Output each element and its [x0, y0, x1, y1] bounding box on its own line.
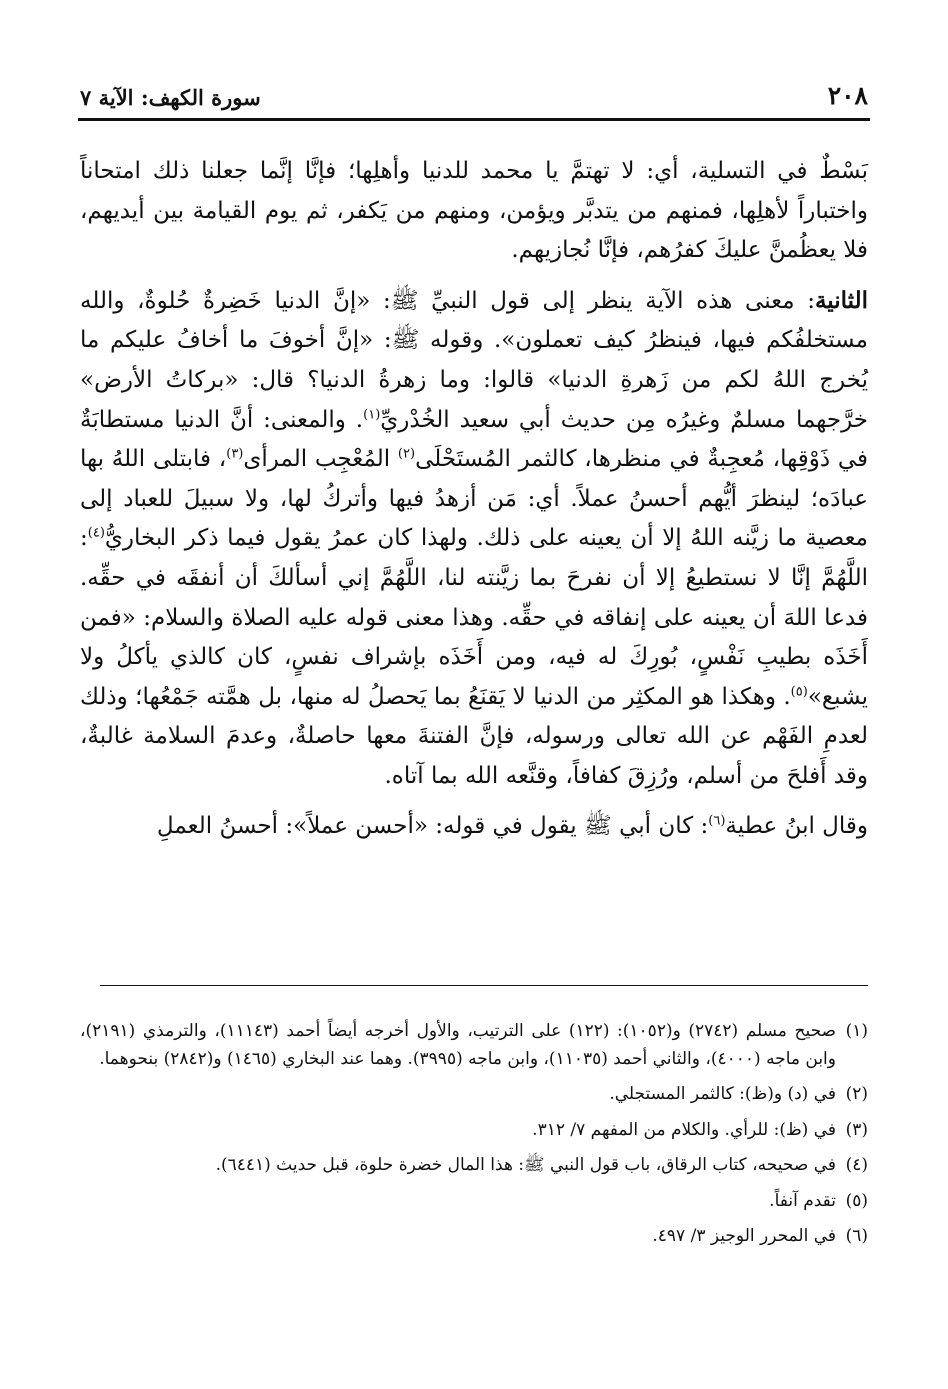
page-number: ٢٠٨: [827, 81, 868, 110]
footnote-number: (٤): [845, 1155, 868, 1175]
footnote-text: في صحيحه، كتاب الرقاق، باب قول النبي ﷺ: هذا المال خضرة حلوة، قبل حديث (٦٤٤١).: [215, 1155, 836, 1175]
footnote-item: [80, 1223, 868, 1251]
paragraph-2: [80, 281, 868, 797]
footnote-ref-3: (٣): [226, 446, 244, 462]
footnote-item: [80, 1188, 868, 1216]
footnote-number: (٣): [845, 1119, 868, 1140]
page-header: [80, 70, 868, 110]
paragraph-2-text-e: : اللَّهُمَّ إنَّا لا نستطيعُ إلا أن نفرحَ بما زيَّنته لنا، اللَّهُمَّ إني أسألكَ أن أنفقَه في حقِّه. فدعا اللهَ أن يعينه على إنفاقه في حقِّه. وهذا معنى قوله عليه الصلاة والسلام: «فمن أَخَذَه بطيبِ نَفْسٍ، بُورِكَ له فيه، ومن أَخَذَه بإشراف نفسٍ، كان كالذي يأكلُ ولا يشبع»: [80, 525, 868, 710]
paragraph-3-text-b: : كان أبي ﷺ يقول في قوله: «أحسن عملاً»: أحسنُ العملِ: [156, 812, 709, 839]
footnote-item: [80, 1152, 868, 1180]
footnote-item: [80, 1117, 868, 1145]
footnote-ref-4: (٤): [87, 525, 105, 541]
paragraph-2-text-d: ، فابتلى اللهُ بها عبادَه؛ لينظرَ أيُّهم أحسنُ عملاً. أي: مَن أزهدُ فيها وأتركُ لها، ولا سبيلَ للعباد إلى معصية ما زيَّنه اللهُ إلا أن يعينه على ذلك. ولهذا كان عمرُ يقول فيما ذكر البخاريُّ: [80, 446, 868, 552]
paragraph-2-text-b: . والمعنى: أنَّ الدنيا مستطابَةٌ في ذَوْقِها، مُعجِبةٌ في منظرها، كالثمر المُستَحْلَى: [80, 406, 868, 473]
footnote-ref-6: (٦): [708, 812, 726, 828]
paragraph-2-text-c: المُعْجِب المرأى: [243, 446, 398, 473]
header-divider: [78, 118, 870, 121]
paragraph-2-text-a: : معنى هذه الآية ينظر إلى قول النبيِّ ﷺ: «إنَّ الدنيا خَضِرةٌ حُلوةٌ، والله مستخلفُكم فيها، فينظرُ كيف تعملون». وقوله ﷺ: «إنَّ أخوفَ ما أخافُ عليكم ما يُخرج اللهُ لكم من زَهرةِ الدنيا» قالوا: وما زهرةُ الدنيا؟ قال: «بركاتُ الأرض» خرَّجهما مسلمٌ وغيرُه مِن حديث أبي سعيد الخُدْريِّ: [80, 287, 868, 433]
footnote-number: (٦): [845, 1226, 868, 1246]
footnote-number: (١): [845, 1021, 868, 1041]
footnote-item: [80, 1081, 868, 1109]
footnote-divider: [100, 985, 868, 986]
footnote-item: [80, 1018, 868, 1073]
footnote-ref-1: (١): [363, 406, 381, 422]
footnote-text: في (د) و(ظ): كالثمر المستجلي.: [609, 1084, 836, 1104]
main-text: [80, 152, 868, 846]
footnote-text: تقدم آنفاً.: [769, 1190, 836, 1211]
paragraph-3: [80, 807, 868, 847]
footnote-text: صحيح مسلم (٢٧٤٢) و(١٠٥٢): (١٢٢) على الترتيب، والأول أخرجه أيضاً أحمد (١١١٤٣)، والترمذي (٢١٩١)، وابن ماجه (٤٠٠٠)، والثاني أحمد (١١٠٣٥)، وابن ماجه (٣٩٩٥). وهما عند البخاري (١٤٦٥) و(٢٨٤٢) بنحوهما.: [80, 1021, 836, 1069]
footnote-number: (٥): [845, 1190, 868, 1211]
paragraph-3-text-a: وقال ابنُ عطية: [725, 812, 868, 839]
footnote-text: في المحرر الوجيز ٣/ ٤٩٧.: [652, 1226, 836, 1246]
footnotes: [80, 1018, 868, 1259]
footnote-number: (٢): [845, 1084, 868, 1104]
footnote-text: في (ظ): للرأي. والكلام من المفهم ٧/ ٣١٢.: [532, 1119, 836, 1140]
running-title: سورة الكهف: الآية ٧: [80, 85, 261, 110]
section-term: الثانية: [814, 286, 868, 314]
footnote-ref-5: (٥): [790, 684, 808, 700]
paragraph-2-text-f: . وهكذا هو المكثِر من الدنيا لا يَقنَعُ بما يَحصلُ له منها، بل همَّته جَمْعُها؛ وذلك لعدمِ الفَهْم عن الله تعالى ورسوله، فإنَّ الفتنةَ معها حاصلةٌ، وعدمَ السلامة غالبةٌ، وقد أَفلحَ من أسلم، ورُزِقَ كفافاً، وقنَّعه الله بما آتاه.: [80, 683, 868, 789]
paragraph-1: بَسْطٌ في التسلية، أي: لا تهتمَّ يا محمد للدنيا وأهلِها؛ فإنَّا إنَّما جعلنا ذلك امتحاناً واختباراً لأهلِها، فمنهم من يتدبَّر ويؤمن، ومنهم من يَكفر، ثم يوم القيامة بين أيديهم، فلا يعظُمنَّ عليكَ كفرُهم، فإنَّا نُجازيهم.: [80, 158, 868, 264]
footnote-ref-2: (٢): [397, 446, 416, 462]
